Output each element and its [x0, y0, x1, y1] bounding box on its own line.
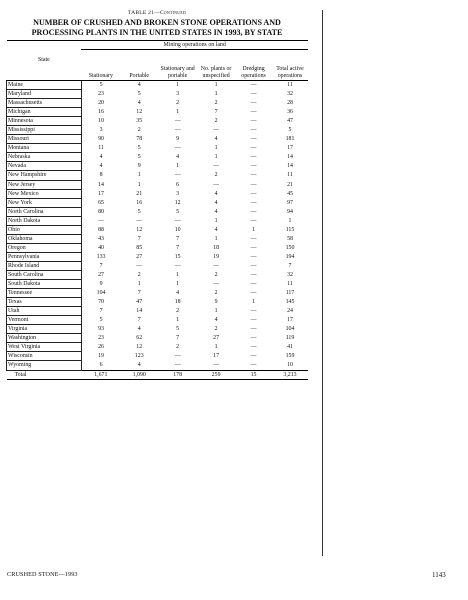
- column-header-state: State: [7, 41, 82, 81]
- value-cell: 93: [98, 326, 104, 333]
- value-cell: 2: [214, 290, 218, 297]
- table-row: [7, 270, 309, 279]
- value-cell: 1,671: [81, 370, 120, 379]
- state-name-cell: Maryland: [7, 90, 82, 99]
- value-cell: 3: [176, 190, 180, 197]
- value-cell: 18: [174, 299, 181, 306]
- value-cell: 17: [213, 353, 220, 360]
- value-cell: 4: [99, 163, 103, 170]
- value-cell: 1: [176, 82, 180, 89]
- value-cell: 85: [136, 244, 143, 251]
- value-cell: 10: [98, 118, 104, 125]
- value-cell: —: [174, 217, 181, 224]
- value-cell: 2: [176, 344, 180, 351]
- state-name-cell: North Carolina: [7, 207, 82, 216]
- value-cell: —: [136, 217, 143, 224]
- state-name-cell: Wyoming: [7, 361, 82, 370]
- page-divider-line: [322, 10, 323, 556]
- table-row: [7, 144, 309, 153]
- state-name-cell: Massachusetts: [7, 99, 82, 108]
- column-header-total-active: Total active operations: [272, 50, 308, 81]
- value-cell: —: [250, 118, 257, 125]
- state-name-cell: Rhode Island: [7, 261, 82, 270]
- value-cell: 5: [288, 127, 292, 134]
- value-cell: 2: [214, 326, 218, 333]
- value-cell: 133: [96, 253, 106, 260]
- table-row: [7, 280, 309, 289]
- value-cell: 2: [137, 127, 141, 134]
- value-cell: 115: [285, 226, 295, 233]
- table-row: [7, 162, 309, 171]
- value-cell: —: [213, 262, 220, 269]
- value-cell: 5: [176, 326, 180, 333]
- value-cell: 11: [287, 172, 293, 179]
- value-cell: 3,213: [272, 370, 308, 379]
- value-cell: 1: [214, 344, 218, 351]
- value-cell: —: [213, 127, 220, 134]
- value-cell: —: [213, 281, 220, 288]
- value-cell: 1: [137, 172, 141, 179]
- value-cell: 5: [137, 145, 141, 152]
- value-cell: —: [250, 91, 257, 98]
- value-cell: —: [250, 82, 257, 89]
- value-cell: 3: [176, 91, 180, 98]
- table-row: [7, 307, 309, 316]
- table-row: [7, 126, 309, 135]
- table-row: [7, 171, 309, 180]
- value-cell: 16: [136, 199, 143, 206]
- value-cell: 7: [137, 290, 141, 297]
- value-cell: 88: [98, 226, 104, 233]
- value-cell: 9: [176, 136, 180, 143]
- value-cell: 45: [287, 190, 293, 197]
- value-cell: —: [213, 362, 220, 369]
- value-cell: —: [250, 217, 257, 224]
- value-cell: 9: [137, 163, 141, 170]
- state-name-cell: Total: [7, 370, 82, 379]
- table-title-line-2: PROCESSING PLANTS IN THE UNITED STATES IN 1993, BY STATE: [31, 27, 283, 37]
- value-cell: 1: [252, 299, 256, 306]
- state-name-cell: New Hampshire: [7, 171, 82, 180]
- state-name-cell: Washington: [7, 334, 82, 343]
- value-cell: 7: [137, 317, 141, 324]
- value-cell: 14: [136, 308, 143, 315]
- value-cell: 14: [287, 154, 293, 161]
- value-cell: 145: [285, 299, 295, 306]
- value-cell: 47: [136, 299, 143, 306]
- state-name-cell: Michigan: [7, 108, 82, 117]
- state-name-cell: Tennessee: [7, 289, 82, 298]
- value-cell: —: [250, 262, 257, 269]
- value-cell: —: [250, 244, 257, 251]
- value-cell: 259: [197, 370, 235, 379]
- value-cell: 10: [174, 226, 181, 233]
- value-cell: 19: [213, 253, 220, 260]
- table-row: [7, 316, 309, 325]
- value-cell: 7: [137, 235, 141, 242]
- table-row: [7, 261, 309, 270]
- value-cell: 181: [285, 136, 295, 143]
- value-cell: —: [250, 290, 257, 297]
- table-row: [7, 135, 309, 144]
- value-cell: 2: [214, 118, 218, 125]
- value-cell: —: [174, 127, 181, 134]
- value-cell: —: [98, 217, 104, 224]
- value-cell: 17: [98, 190, 104, 197]
- table-row: [7, 108, 309, 117]
- total-row: [7, 370, 309, 379]
- table-row: [7, 189, 309, 198]
- value-cell: —: [250, 317, 257, 324]
- value-cell: 41: [287, 344, 293, 351]
- value-cell: 5: [176, 208, 180, 215]
- value-cell: 14: [98, 181, 104, 188]
- value-cell: —: [250, 281, 257, 288]
- value-cell: —: [250, 145, 257, 152]
- value-cell: 7: [176, 235, 180, 242]
- value-cell: 7: [99, 262, 103, 269]
- value-cell: 47: [287, 118, 293, 125]
- value-cell: 5: [99, 82, 103, 89]
- value-cell: 65: [98, 199, 104, 206]
- value-cell: —: [250, 335, 257, 342]
- value-cell: —: [174, 262, 181, 269]
- value-cell: 7: [288, 262, 292, 269]
- value-cell: 4: [214, 226, 218, 233]
- footer-running-title: CRUSHED STONE—1993: [7, 571, 78, 578]
- value-cell: 8: [99, 172, 103, 179]
- value-cell: 17: [287, 145, 293, 152]
- value-cell: 19: [98, 353, 104, 360]
- value-cell: 4: [99, 154, 103, 161]
- state-name-cell: Oregon: [7, 243, 82, 252]
- state-name-cell: Maine: [7, 81, 82, 90]
- value-cell: 1: [176, 272, 180, 278]
- value-cell: 150: [285, 244, 295, 251]
- value-cell: 18: [213, 244, 220, 251]
- value-cell: 4: [176, 290, 180, 297]
- state-name-cell: Pennsylvania: [7, 252, 82, 261]
- value-cell: —: [213, 163, 220, 170]
- state-name-cell: New York: [7, 198, 82, 207]
- value-cell: 11: [98, 145, 104, 152]
- table-row: [7, 99, 309, 108]
- column-header-stationary: Stationary: [81, 50, 120, 81]
- value-cell: 4: [214, 136, 218, 143]
- table-body: [7, 81, 309, 380]
- table-row: [7, 117, 309, 126]
- value-cell: 2: [176, 308, 180, 315]
- state-name-cell: Utah: [7, 307, 82, 316]
- value-cell: 1: [214, 308, 218, 315]
- state-name-cell: Virginia: [7, 325, 82, 334]
- value-cell: 94: [287, 208, 293, 215]
- state-name-cell: Ohio: [7, 225, 82, 234]
- state-name-cell: Vermont: [7, 316, 82, 325]
- value-cell: 2: [214, 100, 218, 107]
- state-name-cell: Nebraska: [7, 153, 82, 162]
- table-label: TABLE 21—Continued: [127, 10, 187, 16]
- value-cell: 1: [176, 109, 180, 116]
- value-cell: —: [250, 208, 257, 215]
- value-cell: —: [250, 109, 257, 116]
- value-cell: 4: [214, 190, 218, 197]
- value-cell: 159: [285, 353, 295, 360]
- value-cell: 27: [213, 335, 220, 342]
- value-cell: —: [250, 308, 257, 315]
- state-name-cell: Oklahoma: [7, 234, 82, 243]
- value-cell: 1: [176, 163, 180, 170]
- value-cell: 32: [287, 91, 293, 98]
- value-cell: 21: [136, 190, 143, 197]
- value-cell: 10: [287, 362, 293, 369]
- value-cell: —: [174, 353, 181, 360]
- value-cell: 4: [214, 317, 218, 324]
- table-row: [7, 90, 309, 99]
- value-cell: 1,090: [120, 370, 158, 379]
- value-cell: 5: [99, 317, 103, 324]
- value-cell: 58: [287, 235, 293, 242]
- column-header-portable: Portable: [120, 50, 158, 81]
- value-cell: 1: [214, 217, 218, 224]
- table-row: [7, 81, 309, 90]
- value-cell: —: [250, 344, 257, 351]
- value-cell: —: [250, 163, 257, 170]
- state-name-cell: North Dakota: [7, 216, 82, 225]
- state-name-cell: Mississippi: [7, 126, 82, 135]
- value-cell: 7: [99, 308, 103, 315]
- value-cell: 26: [98, 344, 104, 351]
- state-name-cell: Minnesota: [7, 117, 82, 126]
- value-cell: 36: [287, 109, 293, 116]
- column-header-dredging: Dredging operations: [235, 50, 272, 81]
- value-cell: 1: [288, 217, 292, 224]
- value-cell: 17: [287, 317, 293, 324]
- value-cell: —: [174, 118, 181, 125]
- table-row: [7, 234, 309, 243]
- value-cell: 20: [98, 100, 104, 107]
- state-name-cell: Montana: [7, 144, 82, 153]
- table-row: [7, 334, 309, 343]
- value-cell: 1: [176, 317, 180, 324]
- value-cell: —: [250, 326, 257, 333]
- value-cell: 4: [176, 154, 180, 161]
- value-cell: 27: [98, 272, 104, 278]
- value-cell: 1: [214, 91, 218, 98]
- value-cell: 1: [214, 154, 218, 161]
- value-cell: 35: [136, 118, 143, 125]
- value-cell: 32: [287, 272, 293, 278]
- value-cell: —: [250, 172, 257, 179]
- value-cell: 4: [137, 326, 141, 333]
- value-cell: 90: [98, 136, 104, 143]
- operations-table: [6, 40, 308, 380]
- value-cell: 9: [99, 281, 103, 288]
- value-cell: 194: [285, 253, 295, 260]
- table-row: [7, 153, 309, 162]
- value-cell: —: [250, 127, 257, 134]
- value-cell: —: [250, 100, 257, 107]
- value-cell: —: [250, 362, 257, 369]
- state-name-cell: West Virginia: [7, 343, 82, 352]
- table-block: [6, 10, 308, 380]
- value-cell: —: [250, 235, 257, 242]
- value-cell: 4: [137, 82, 141, 89]
- value-cell: 104: [285, 326, 295, 333]
- table-row: [7, 243, 309, 252]
- state-name-cell: New Mexico: [7, 189, 82, 198]
- value-cell: 24: [287, 308, 293, 315]
- value-cell: 23: [98, 91, 104, 98]
- value-cell: 1: [214, 82, 218, 89]
- value-cell: 12: [174, 199, 181, 206]
- value-cell: 2: [214, 272, 218, 278]
- value-cell: 7: [176, 335, 180, 342]
- value-cell: 123: [134, 353, 144, 360]
- value-cell: 4: [214, 208, 218, 215]
- state-name-cell: South Dakota: [7, 280, 82, 289]
- value-cell: —: [250, 253, 257, 260]
- footer-page-number: 1143: [432, 571, 446, 579]
- value-cell: 5: [137, 154, 141, 161]
- column-header-no-plants: No. plants or unspecified: [197, 50, 235, 81]
- value-cell: 5: [137, 91, 141, 98]
- value-cell: —: [250, 199, 257, 206]
- state-name-cell: Missouri: [7, 135, 82, 144]
- value-cell: 43: [98, 235, 104, 242]
- value-cell: 6: [99, 362, 103, 369]
- value-cell: 6: [176, 181, 180, 188]
- value-cell: —: [174, 172, 181, 179]
- state-name-cell: Wisconsin: [7, 352, 82, 361]
- value-cell: 4: [137, 362, 141, 369]
- table-row: [7, 361, 309, 370]
- value-cell: 78: [136, 136, 143, 143]
- value-cell: 12: [136, 344, 143, 351]
- value-cell: 1: [137, 281, 141, 288]
- table-row: [7, 352, 309, 361]
- value-cell: —: [250, 272, 257, 278]
- value-cell: 27: [136, 253, 143, 260]
- table-row: [7, 289, 309, 298]
- value-cell: —: [250, 353, 257, 360]
- table-row: [7, 198, 309, 207]
- table-row: [7, 216, 309, 225]
- value-cell: 28: [287, 100, 293, 107]
- value-cell: 1: [214, 145, 218, 152]
- value-cell: 21: [287, 181, 293, 188]
- value-cell: 2: [176, 100, 180, 107]
- table-title: [6, 18, 308, 37]
- value-cell: 15: [235, 370, 272, 379]
- state-name-cell: Nevada: [7, 162, 82, 171]
- value-cell: 2: [214, 172, 218, 179]
- value-cell: 12: [136, 226, 143, 233]
- value-cell: 97: [287, 199, 293, 206]
- value-cell: 4: [214, 199, 218, 206]
- value-cell: 12: [136, 109, 143, 116]
- table-row: [7, 252, 309, 261]
- value-cell: 2: [137, 272, 141, 278]
- value-cell: 1: [252, 226, 256, 233]
- value-cell: 4: [137, 100, 141, 107]
- value-cell: 3: [99, 127, 103, 134]
- value-cell: 1: [176, 281, 180, 288]
- value-cell: 11: [287, 281, 293, 288]
- value-cell: 7: [176, 244, 180, 251]
- value-cell: 62: [136, 335, 143, 342]
- value-cell: —: [250, 181, 257, 188]
- state-name-cell: South Carolina: [7, 270, 82, 279]
- state-name-cell: Texas: [7, 298, 82, 307]
- value-cell: —: [213, 181, 220, 188]
- value-cell: 1: [214, 235, 218, 242]
- value-cell: 11: [287, 82, 293, 89]
- value-cell: —: [250, 190, 257, 197]
- table-row: [7, 325, 309, 334]
- value-cell: 14: [287, 163, 293, 170]
- state-name-cell: New Jersey: [7, 180, 82, 189]
- value-cell: —: [250, 154, 257, 161]
- table-row: [7, 207, 309, 216]
- value-cell: 119: [285, 335, 295, 342]
- value-cell: 16: [98, 109, 104, 116]
- table-title-line-1: NUMBER OF CRUSHED AND BROKEN STONE OPERATIONS AND: [33, 18, 281, 27]
- value-cell: —: [136, 262, 143, 269]
- value-cell: 80: [98, 208, 104, 215]
- value-cell: 40: [98, 244, 104, 251]
- value-cell: 70: [98, 299, 104, 306]
- value-cell: —: [174, 145, 181, 152]
- value-cell: 23: [98, 335, 104, 342]
- value-cell: —: [174, 362, 181, 369]
- value-cell: 104: [96, 290, 106, 297]
- value-cell: 15: [174, 253, 181, 260]
- value-cell: 5: [137, 208, 141, 215]
- value-cell: —: [250, 136, 257, 143]
- value-cell: 7: [214, 109, 218, 116]
- table-row: [7, 180, 309, 189]
- table-row: [7, 298, 309, 307]
- table-row: [7, 225, 309, 234]
- column-header-stationary-and-portable: Stationary and portable: [158, 50, 197, 81]
- table-row: [7, 343, 309, 352]
- value-cell: 178: [158, 370, 197, 379]
- group-header-mining: Mining operations on land: [81, 41, 308, 50]
- value-cell: 9: [214, 299, 218, 306]
- value-cell: 117: [285, 290, 295, 297]
- value-cell: 1: [137, 181, 141, 188]
